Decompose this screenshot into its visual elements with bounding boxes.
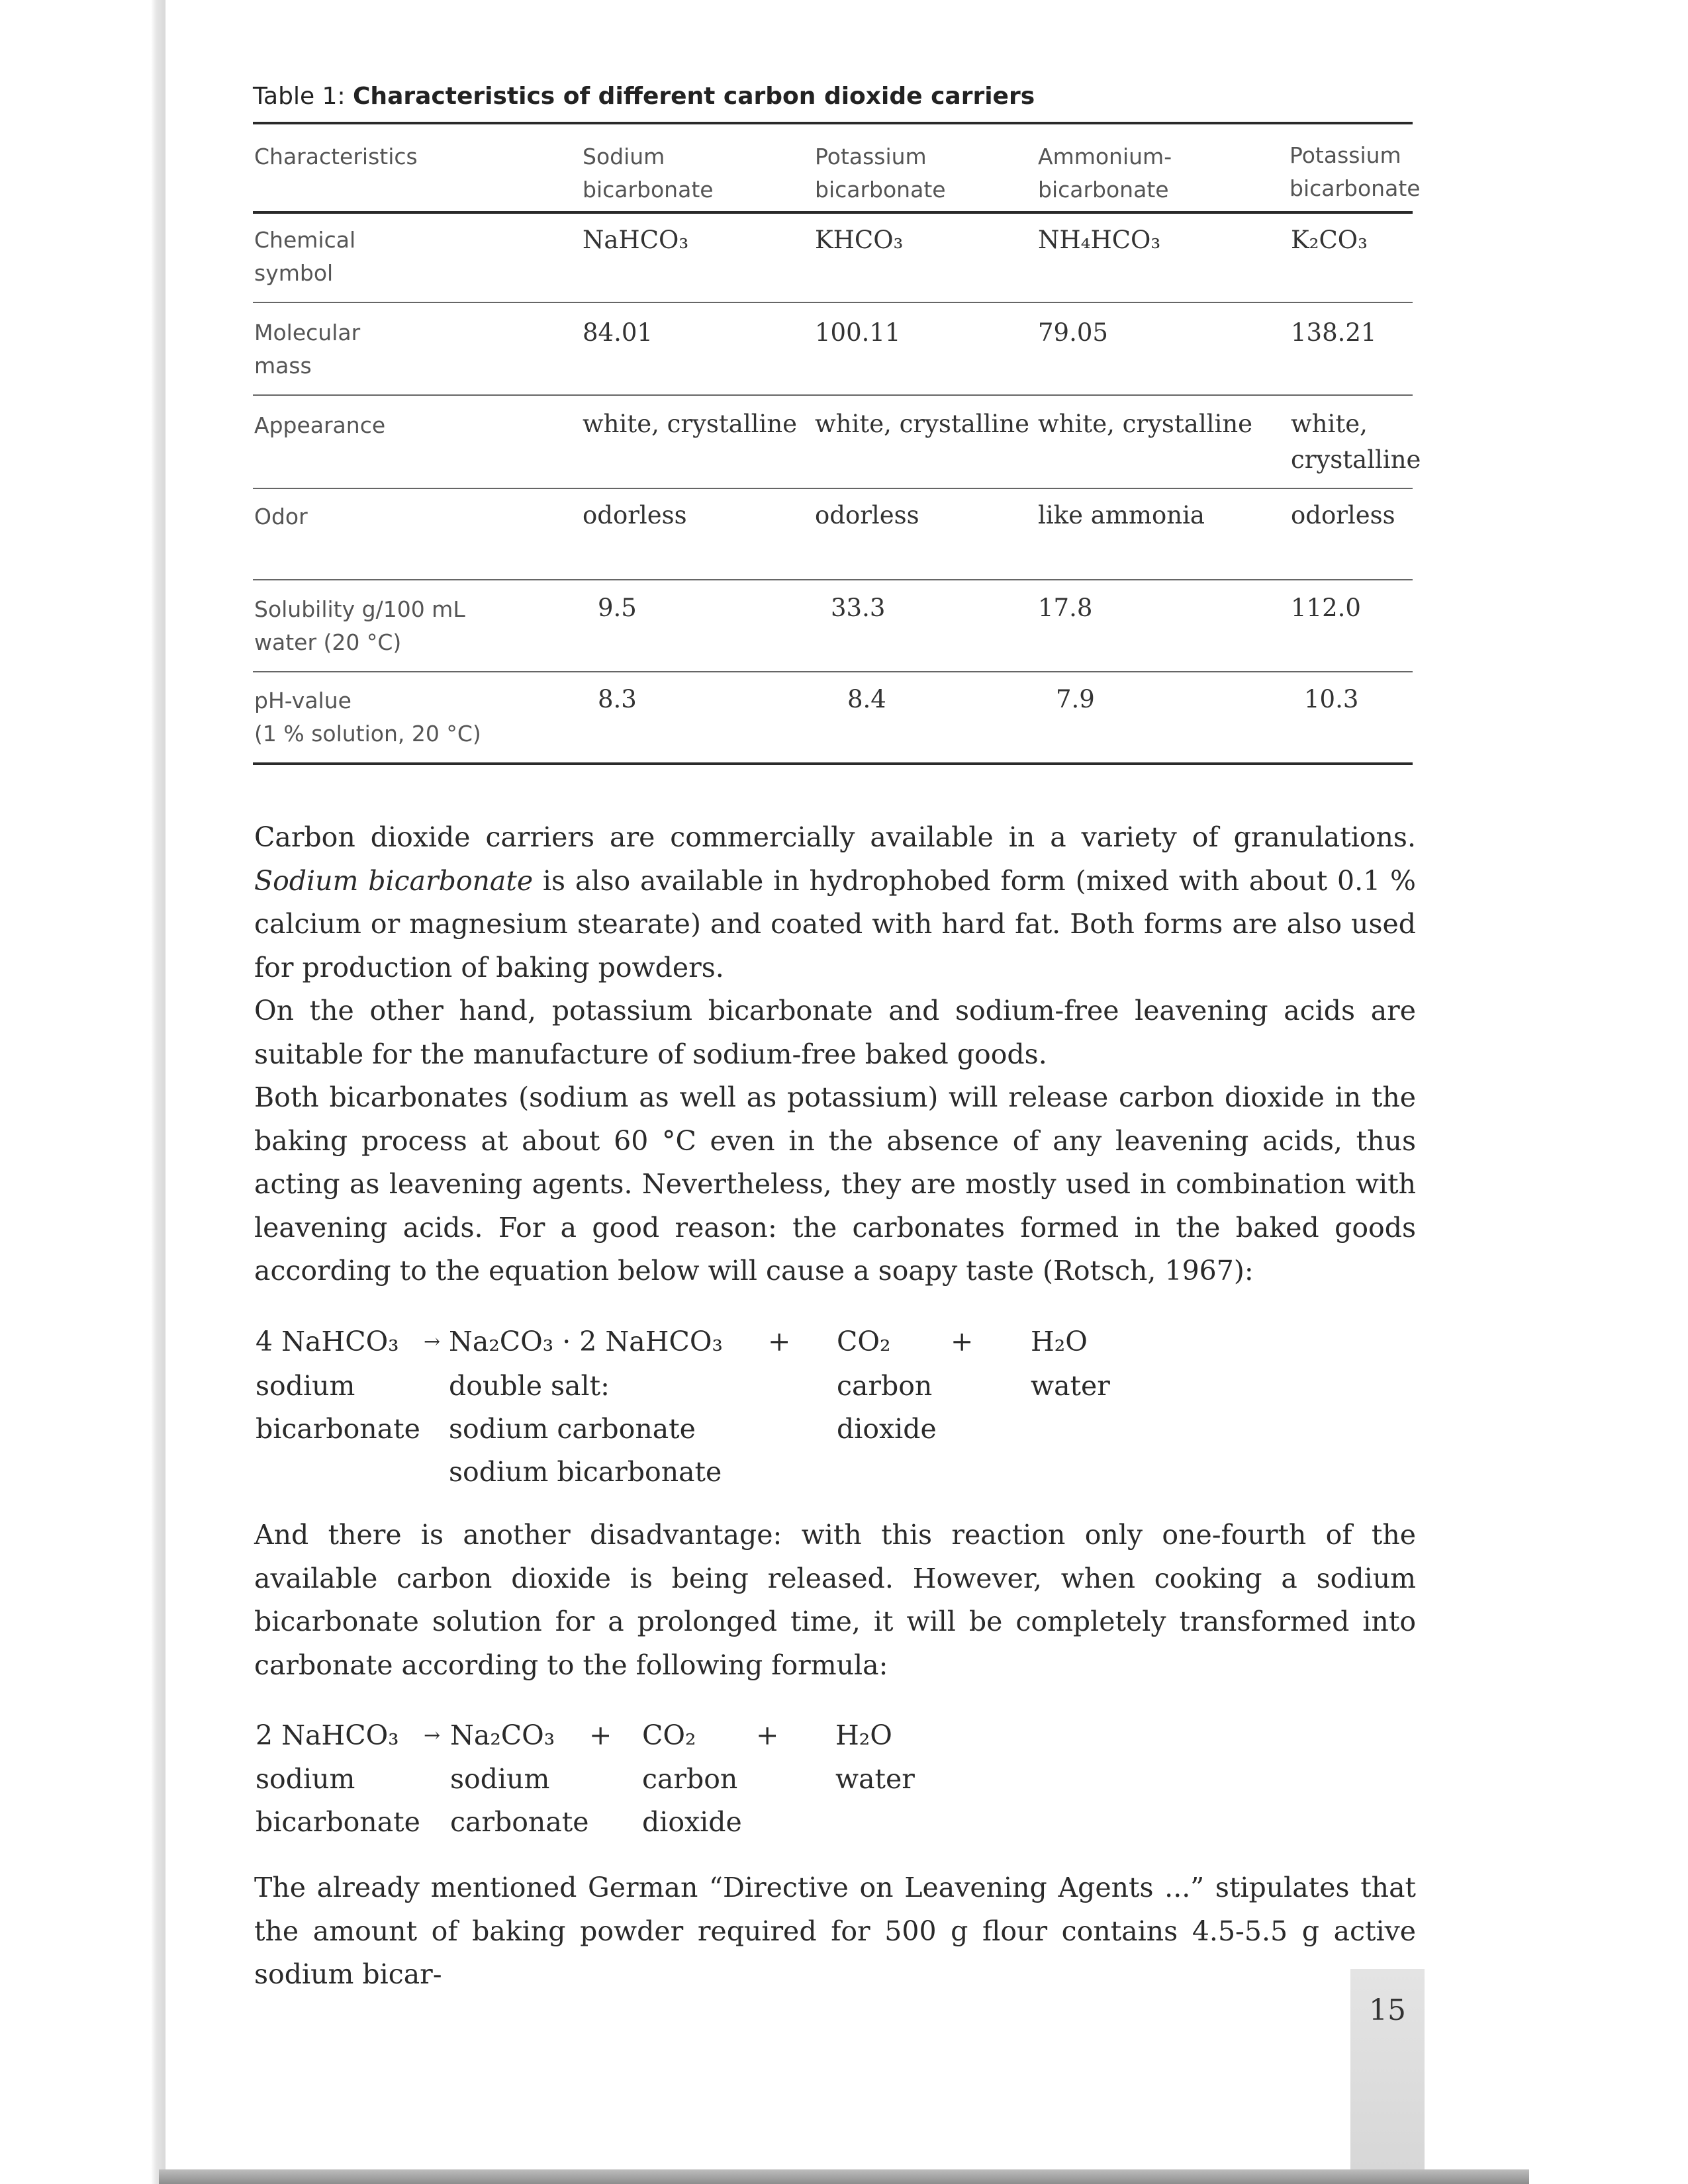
table-bottom-rule xyxy=(253,762,1413,765)
paragraph: And there is another disadvantage: with this reaction only one-fourth of the available carbon dioxide is being released. However, when cooking a sodium bicarbonate solution for a prolonged time, it will be completely transformed into carbonate according to the following formula: xyxy=(254,1519,1416,1681)
row-label-line: mass xyxy=(254,353,312,379)
page-number: 15 xyxy=(1369,1993,1406,2027)
cell-mass-potassium-carbonate: 138.21 xyxy=(1291,318,1377,347)
eq1-plus: + xyxy=(768,1326,791,1357)
cell-appearance-ammonium: white, crystalline xyxy=(1038,410,1253,438)
table-top-rule xyxy=(253,122,1413,124)
body-text-block xyxy=(254,816,1416,1293)
table-header-potassium-bicarbonate xyxy=(815,140,946,206)
cell-mass-sodium: 84.01 xyxy=(583,318,653,347)
eq1-plus: + xyxy=(951,1326,974,1357)
label-line: sodium xyxy=(450,1763,550,1795)
cell-ph-potassium-carbonate: 10.3 xyxy=(1304,685,1359,713)
label-line: carbon xyxy=(837,1370,933,1402)
header-line: Sodium xyxy=(583,144,665,169)
paragraph: The already mentioned German “Directive on Leavening Agents ...” stipulates that the amount of baking powder required for 500 g flour contains 4.5-5.5 g active sodium bicar- xyxy=(254,1872,1416,1990)
cell-line: crystalline xyxy=(1291,445,1421,474)
label-line: dioxide xyxy=(642,1806,742,1838)
label-line: dioxide xyxy=(837,1413,937,1445)
eq1-product-co2: CO₂ xyxy=(837,1326,891,1357)
cell-chem-sodium: NaHCO₃ xyxy=(583,226,689,254)
eq2-product-sodium-carbonate: Na₂CO₃ xyxy=(450,1719,555,1751)
label-line: carbon xyxy=(642,1763,738,1795)
cell-appearance-sodium: white, crystalline xyxy=(583,410,798,438)
table-row-divider xyxy=(253,671,1413,672)
eq1-water-label: water xyxy=(1031,1370,1110,1402)
label-line: carbonate xyxy=(450,1806,589,1838)
cell-ph-sodium: 8.3 xyxy=(598,685,637,713)
label-line: bicarbonate xyxy=(256,1806,420,1838)
table-row-divider xyxy=(253,302,1413,303)
header-line: Potassium xyxy=(1289,142,1401,168)
label-line: bicarbonate xyxy=(256,1413,420,1445)
cell-odor-sodium: odorless xyxy=(583,501,687,529)
cell-odor-potassium: odorless xyxy=(815,501,919,529)
paragraph: On the other hand, potassium bicarbonate and sodium-free leavening acids are suitable for the manufacture of sodium-free baked goods. xyxy=(254,995,1416,1070)
row-label-line: symbol xyxy=(254,260,334,286)
table-header-characteristics: Characteristics xyxy=(254,144,418,169)
table-row-divider xyxy=(253,394,1413,396)
row-label-odor: Odor xyxy=(254,504,308,529)
eq2-plus: + xyxy=(756,1719,779,1751)
table-caption-title: Characteristics of different carbon dioxide carriers xyxy=(353,83,1035,110)
label-line: double salt: xyxy=(449,1370,610,1402)
eq2-co2-label xyxy=(642,1758,742,1844)
cell-ph-ammonium: 7.9 xyxy=(1056,685,1095,713)
cell-ph-potassium: 8.4 xyxy=(847,685,886,713)
header-line: Ammonium- xyxy=(1038,144,1172,169)
cell-solubility-ammonium: 17.8 xyxy=(1038,594,1093,622)
cell-solubility-sodium: 9.5 xyxy=(598,594,637,622)
arrow-right-icon: → xyxy=(424,1724,441,1747)
header-line: Potassium xyxy=(815,144,927,169)
row-label-line: water (20 °C) xyxy=(254,629,402,655)
cell-solubility-potassium-carbonate: 112.0 xyxy=(1291,594,1361,622)
table-caption-prefix: Table 1: xyxy=(253,83,353,110)
eq2-reactant: 2 NaHCO₃ xyxy=(256,1719,399,1751)
eq2-product-water: H₂O xyxy=(835,1719,892,1751)
eq1-product-double-salt: Na₂CO₃ · 2 NaHCO₃ xyxy=(449,1326,723,1357)
table-header-rule xyxy=(253,211,1413,214)
eq2-plus: + xyxy=(589,1719,612,1751)
row-label-line: (1 % solution, 20 °C) xyxy=(254,721,481,747)
row-label-line: Molecular xyxy=(254,320,361,345)
eq1-reactant: 4 NaHCO₃ xyxy=(256,1326,399,1357)
page-gutter-shadow xyxy=(0,0,165,2184)
row-label-line: Solubility g/100 mL xyxy=(254,596,465,622)
row-label-line: pH-value xyxy=(254,688,352,713)
label-line: sodium carbonate xyxy=(449,1413,696,1445)
cell-odor-ammonium: like ammonia xyxy=(1038,501,1205,529)
header-line: bicarbonate xyxy=(1038,177,1169,203)
header-line: bicarbonate xyxy=(815,177,946,203)
cell-appearance-potassium: white, crystalline xyxy=(815,410,1030,438)
cell-line: white, xyxy=(1291,410,1368,438)
text-span: is also available in hydrophobed form (mixed with about 0.1 % calcium or magnesium stearate) and coated with hard fat. Both forms are also used for production of baking powders. xyxy=(254,864,1416,983)
body-text-block-2 xyxy=(254,1514,1416,1687)
cell-chem-ammonium: NH₄HCO₃ xyxy=(1038,226,1161,254)
row-label-ph-value xyxy=(254,684,481,751)
label-line: sodium xyxy=(256,1763,355,1795)
eq2-sodium-carbonate-label xyxy=(450,1758,589,1844)
eq1-co2-label xyxy=(837,1365,937,1451)
cell-mass-ammonium: 79.05 xyxy=(1038,318,1108,347)
cell-chem-potassium: KHCO₃ xyxy=(815,226,904,254)
table-header-ammonium-bicarbonate xyxy=(1038,140,1172,206)
eq1-reactant-label xyxy=(256,1365,420,1451)
eq2-reactant-label xyxy=(256,1758,420,1844)
table-caption xyxy=(253,83,1035,110)
arrow-right-icon: → xyxy=(424,1330,441,1353)
row-label-appearance: Appearance xyxy=(254,412,386,438)
text-span: Carbon dioxide carriers are commercially available in a variety of granulations. xyxy=(254,821,1416,853)
eq2-product-co2: CO₂ xyxy=(642,1719,696,1751)
paragraph: Both bicarbonates (sodium as well as potassium) will release carbon dioxide in the baking process at about 60 °C even in the absence of any leavening acids, thus acting as leavening agents. Nevertheless, they are mostly used in combination with leavening acids. For a good reason: the carbonates formed in the baked goods according to the equation below will cause a soapy taste (Rotsch, 1967): xyxy=(254,1081,1416,1287)
header-line: bicarbonate xyxy=(583,177,714,203)
eq1-double-salt-label xyxy=(449,1365,722,1494)
label-line: sodium bicarbonate xyxy=(449,1456,722,1488)
cell-solubility-potassium: 33.3 xyxy=(831,594,886,622)
paragraph xyxy=(254,816,1416,989)
row-label-chemical-symbol xyxy=(254,224,355,290)
row-label-solubility xyxy=(254,593,465,659)
row-label-molecular-mass xyxy=(254,316,360,383)
page-bottom-edge xyxy=(159,2169,1529,2184)
label-line: sodium xyxy=(256,1370,355,1402)
table-row-divider xyxy=(253,579,1413,580)
cell-appearance-potassium-carbonate xyxy=(1291,406,1421,478)
table-header-sodium-bicarbonate xyxy=(583,140,714,206)
header-line: bicarbonate xyxy=(1289,175,1421,201)
eq2-water-label: water xyxy=(835,1763,915,1795)
row-label-line: Chemical xyxy=(254,227,356,253)
table-header-potassium-bicarbonate-2 xyxy=(1289,139,1421,205)
cell-mass-potassium: 100.11 xyxy=(815,318,901,347)
body-text-block-3 xyxy=(254,1866,1416,1997)
cell-chem-potassium-carbonate: K₂CO₃ xyxy=(1291,226,1368,254)
eq1-product-water: H₂O xyxy=(1031,1326,1088,1357)
italic-term: Sodium bicarbonate xyxy=(254,864,534,897)
cell-odor-potassium-carbonate: odorless xyxy=(1291,501,1395,529)
table-row-divider xyxy=(253,488,1413,489)
